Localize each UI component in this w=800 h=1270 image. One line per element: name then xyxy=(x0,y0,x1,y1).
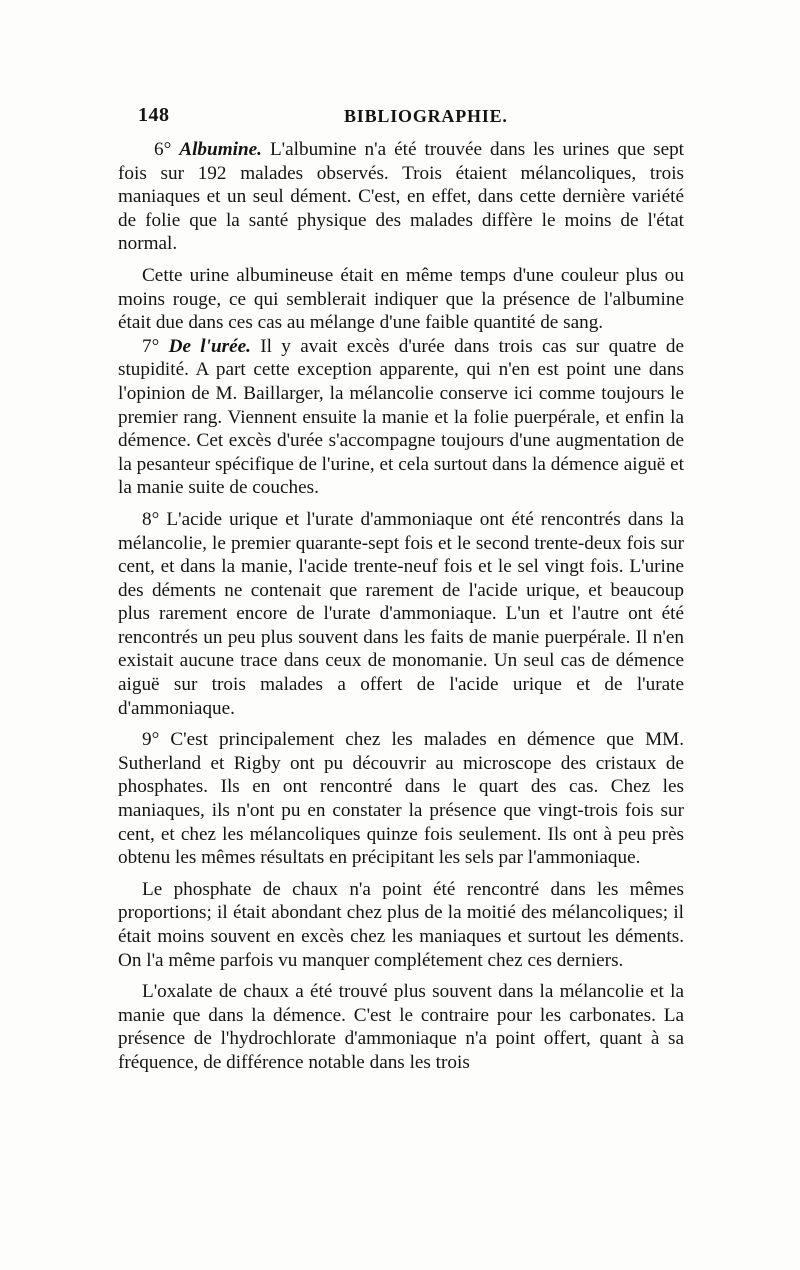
section-number: 8° xyxy=(142,508,160,530)
section-term: De l'urée. xyxy=(168,335,251,357)
paragraph-phosphate-chaux xyxy=(118,878,684,972)
paragraph-text: Il y avait excès d'urée dans trois cas sur quatre de stupidité. A part cette exception apparente, qui n'en est point une dans l'opinion de M. Baillarger, la mélancolie conserve ici comme toujours le premier rang. Viennent ensuite la manie et la folie puerpérale, et enfin la démence. Cet excès d'urée s'accompagne toujours d'une augmentation de la pesanteur spécifique de l'urine, et cela surtout dans la démence aiguë et la manie suite de couches. xyxy=(118,335,685,499)
paragraph-text: L'oxalate de chaux a été trouvé plus souvent dans la mélancolie et la manie que dans la démence. C'est le contraire pour les carbonates. La présence de l'hydrochlorate d'ammoniaque n'a point offert, quant à sa fréquence, de différence notable dans les trois xyxy=(118,981,684,1073)
paragraph-uree xyxy=(118,335,684,500)
paragraph-text: L'albumine n'a été trouvée dans les urines que sept fois sur 192 malades observés. Trois étaient mélancoliques, trois maniaques et un seul dément. C'est, en effet, dans cette dernière variété de folie que la santé physique des malades diffère le moins de l'état normal. xyxy=(118,139,685,255)
body-text xyxy=(118,138,684,1075)
section-term: Albumine. xyxy=(179,139,262,160)
section-number: 9° xyxy=(142,729,160,751)
paragraph-text: Le phosphate de chaux n'a point été rencontré dans les mêmes proportions; il était abondant chez plus de la moitié des mélancoliques; il était moins souvent en excès chez les maniaques et surtout les déments. On l'a même parfois vu manquer complétement chez ces derniers. xyxy=(118,878,684,971)
paragraph-phosphates xyxy=(118,728,684,870)
section-number: 6° xyxy=(154,139,172,160)
paragraph-text: Cette urine albumineuse était en même temps d'une couleur plus ou moins rouge, ce qui semblerait indiquer que la présence de l'albumine était due dans ces cas au mélange d'une faible quantité de sang. xyxy=(118,264,684,334)
paragraph-text: L'acide urique et l'urate d'ammoniaque ont été rencontrés dans la mélancolie, le premier quarante-sept fois et le second trente-deux fois sur cent, et dans la manie, l'acide trente-neuf fois et le sel vingt fois. L'urine des déments ne contenait que rarement de l'acide urique, et beaucoup plus rarement encore de l'urate d'ammoniaque. L'un et l'autre ont été rencontrés un peu plus souvent dans les faits de manie puerpérale. Il n'en existait aucune trace dans ceux de monomanie. Un seul cas de démence aiguë sur trois malades a offert de l'acide urique et de l'urate d'ammoniaque. xyxy=(118,508,684,719)
paragraph-oxalate-chaux xyxy=(118,980,684,1074)
paragraph-albumine xyxy=(118,138,684,256)
paragraph-acide-urique xyxy=(118,508,684,720)
running-head: BIBLIOGRAPHIE. xyxy=(344,106,508,126)
paragraph-text: C'est principalement chez les malades en démence que MM. Sutherland et Rigby ont pu découvrir au microscope des cristaux de phosphates. Ils en ont rencontré dans le quart des cas. Chez les maniaques, ils n'ont pu en constater la présence que vingt-trois fois sur cent, et chez les mélancoliques quinze fois seulement. Ils ont à peu près obtenu les mêmes résultats en précipitant les sels par l'ammoniaque. xyxy=(118,729,684,869)
section-number: 7° xyxy=(142,335,160,357)
page-number: 148 xyxy=(138,104,170,126)
paragraph-urine-albumineuse xyxy=(118,264,684,335)
page-header xyxy=(138,104,678,130)
